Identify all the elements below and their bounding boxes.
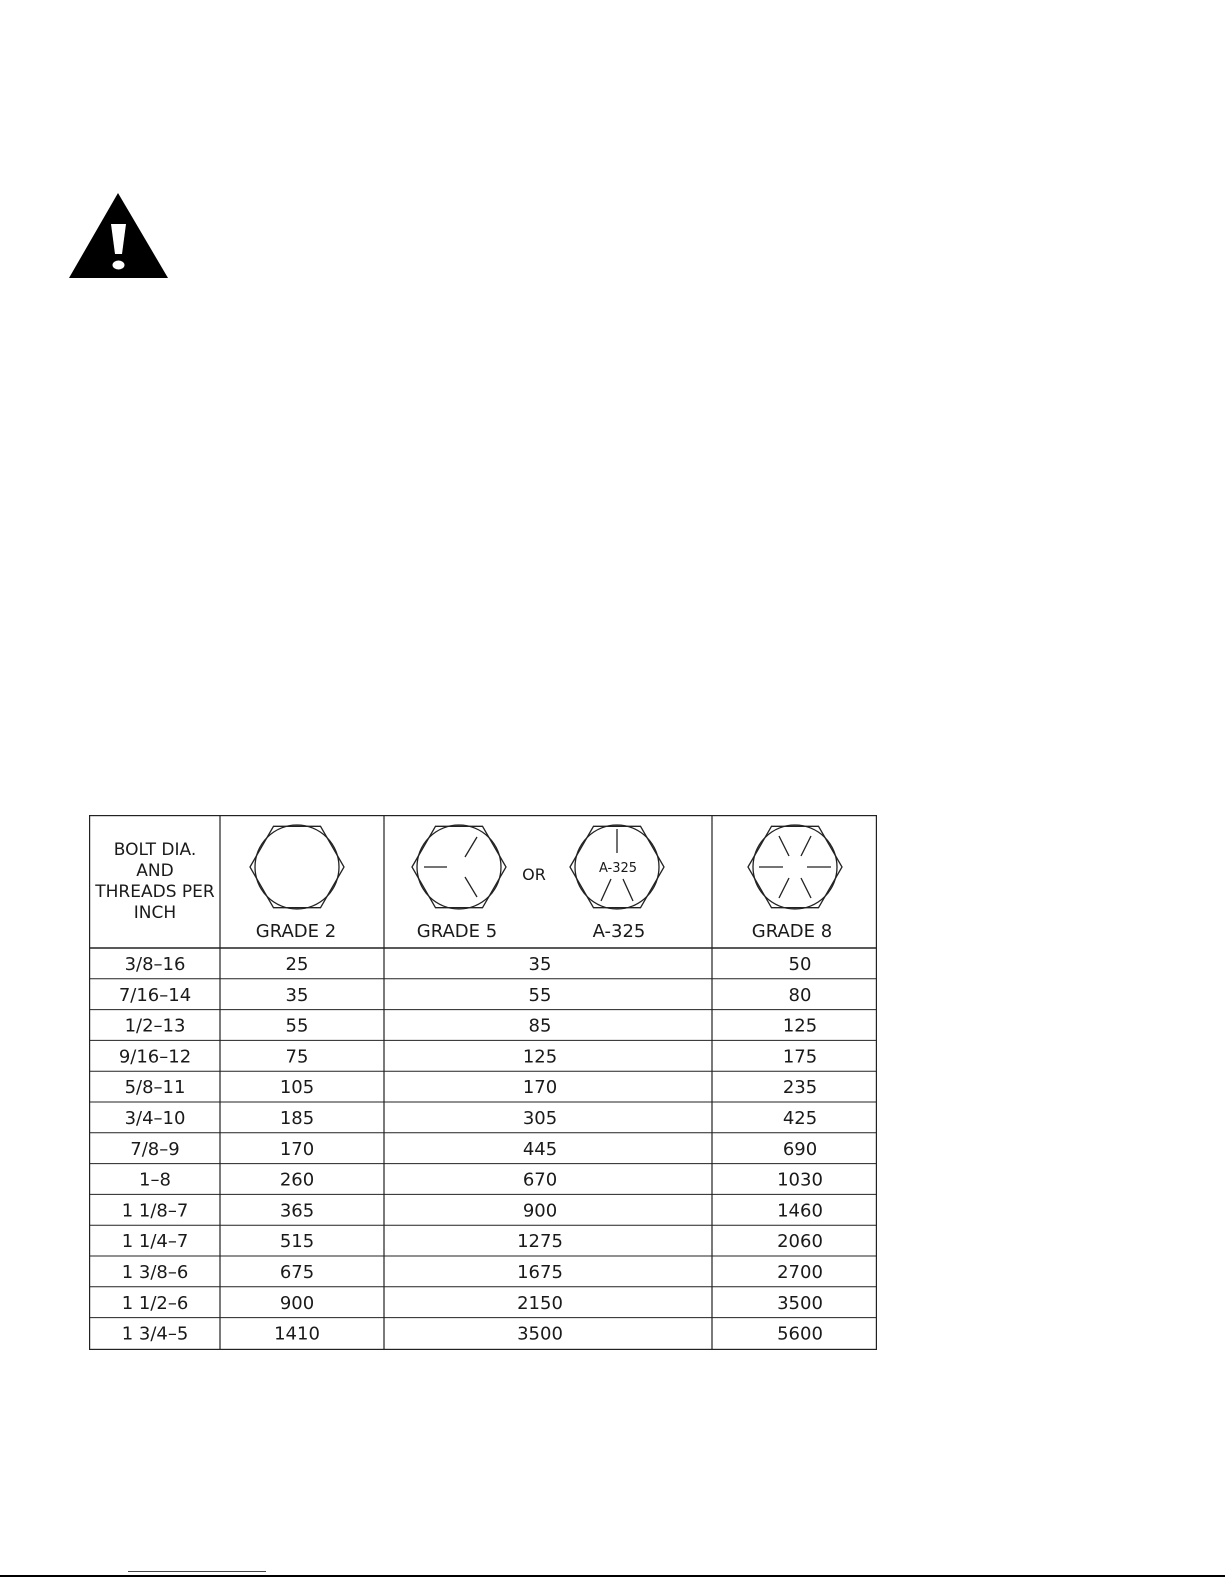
cell-g8: 1460 [777, 1200, 823, 1222]
table-row [122, 1262, 823, 1283]
cell-g2: 105 [279, 1077, 315, 1099]
cell-g8: 2060 [777, 1231, 823, 1253]
cell-size: 1/2–13 [124, 1015, 186, 1037]
cell-g2: 25 [285, 954, 309, 975]
cell-g5: 1275 [517, 1231, 563, 1253]
or-label: OR [522, 865, 546, 884]
header-line-2: AND [136, 861, 174, 881]
cell-size: 1 1/2–6 [121, 1292, 189, 1314]
cell-g5: 170 [522, 1077, 558, 1099]
cell-g8: 2700 [777, 1262, 823, 1283]
table-row [122, 1200, 823, 1221]
cell-g2: 185 [279, 1108, 315, 1129]
cell-g8: 50 [788, 954, 812, 975]
cell-g8: 80 [788, 984, 812, 1006]
grade5-label: GRADE 5 [416, 921, 498, 942]
cell-g5: 125 [522, 1046, 558, 1068]
warning-icon [68, 190, 172, 282]
bolt-torque-table [89, 815, 877, 1350]
cell-g5: 35 [528, 954, 552, 975]
cell-size: 7/16–14 [118, 984, 192, 1006]
cell-g5: 85 [528, 1015, 552, 1037]
cell-g2: 900 [279, 1292, 315, 1314]
cell-g8: 1030 [777, 1169, 823, 1191]
header-line-1: BOLT DIA. [113, 840, 197, 860]
a325-label: A-325 [592, 921, 646, 942]
grade2-label: GRADE 2 [255, 921, 337, 942]
cell-g5: 305 [522, 1108, 558, 1129]
table-row [125, 1077, 818, 1098]
table-row [130, 1139, 817, 1160]
cell-g5: 1675 [517, 1262, 563, 1283]
cell-g2: 35 [285, 984, 309, 1006]
table-row [122, 1231, 823, 1252]
cell-g2: 260 [279, 1169, 315, 1191]
table-row [122, 1324, 823, 1345]
cell-g2: 75 [285, 1046, 309, 1068]
grade8-bolt-head-icon [748, 825, 842, 909]
table-row [122, 1293, 823, 1314]
table-row [139, 1170, 823, 1191]
table-row [119, 985, 812, 1006]
cell-g8: 125 [782, 1015, 818, 1037]
cell-g2: 365 [279, 1200, 315, 1222]
cell-size: 3/4–10 [124, 1108, 186, 1129]
cell-g2: 1410 [274, 1323, 320, 1345]
cell-size: 5/8–11 [124, 1077, 186, 1099]
cell-g8: 175 [782, 1046, 818, 1068]
table-row [125, 1016, 818, 1037]
grade5-bolt-head-icon [412, 825, 506, 909]
cell-g8: 235 [782, 1077, 818, 1099]
cell-size: 3/8–16 [124, 954, 186, 975]
cell-g2: 675 [279, 1262, 315, 1283]
cell-g5: 900 [522, 1200, 558, 1222]
cell-g8: 3500 [777, 1292, 823, 1314]
cell-size: 7/8–9 [130, 1138, 180, 1160]
cell-g8: 690 [782, 1138, 818, 1160]
footer-rule [0, 1575, 1225, 1577]
cell-size: 9/16–12 [118, 1046, 192, 1068]
header-line-4: INCH [133, 903, 177, 923]
cell-g5: 670 [522, 1169, 558, 1191]
cell-g2: 515 [279, 1231, 315, 1253]
cell-size: 1 3/4–5 [121, 1323, 189, 1345]
cell-g5: 55 [528, 984, 552, 1006]
cell-g8: 5600 [777, 1323, 823, 1345]
header-line-3: THREADS PER [95, 882, 215, 902]
cell-g2: 55 [285, 1015, 309, 1037]
table-row [125, 1108, 818, 1129]
grade2-bolt-head-icon [250, 825, 344, 909]
cell-g5: 445 [522, 1138, 558, 1160]
footer-link-underline[interactable] [128, 1571, 266, 1572]
cell-g5: 2150 [517, 1292, 563, 1314]
cell-size: 1–8 [139, 1169, 171, 1191]
a325-head-stamp: A-325 [598, 861, 638, 876]
table-row [125, 954, 812, 975]
cell-size: 1 3/8–6 [121, 1262, 189, 1283]
grade8-label: GRADE 8 [751, 921, 833, 942]
cell-size: 1 1/8–7 [121, 1200, 189, 1222]
cell-size: 1 1/4–7 [121, 1231, 189, 1253]
cell-g8: 425 [782, 1108, 818, 1129]
cell-g2: 170 [279, 1138, 315, 1160]
cell-g5: 3500 [517, 1323, 563, 1345]
